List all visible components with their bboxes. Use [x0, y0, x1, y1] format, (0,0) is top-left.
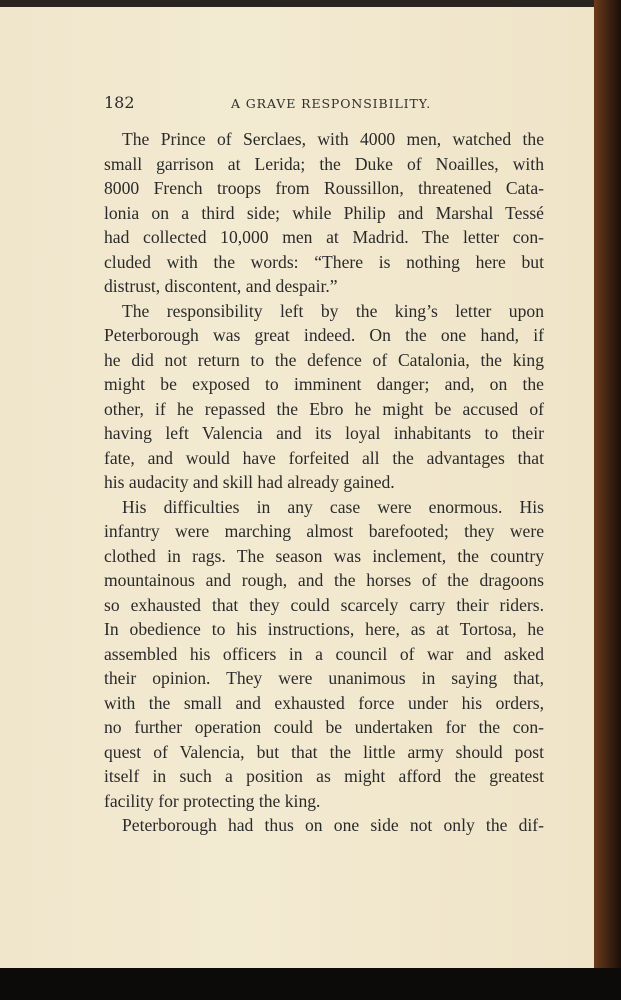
text-line: no further operation could be undertaken for the con- [104, 717, 544, 737]
text-line: their opinion. They were unanimous in saying that, [104, 668, 544, 688]
text-line: so exhausted that they could scarcely carry their riders. [104, 594, 544, 615]
text-line: The Prince of Serclaes, with 4000 men, watched the [122, 129, 544, 149]
text-line: His difficulties in any case were enormous. His [122, 496, 544, 517]
text-line: clothed in rags. The season was inclement, the country [104, 545, 544, 566]
text-line: other, if he repassed the Ebro he might be accused of [104, 398, 544, 419]
text-line: with the small and exhausted force under his orders, [104, 692, 544, 713]
text-line: his audacity and skill had already gained. [104, 472, 395, 492]
text-line: fate, and would have forfeited all the advantages that [104, 447, 544, 468]
top-edge-shadow [0, 0, 594, 7]
text-line: facility for protecting the king. [104, 790, 321, 811]
text-line: Peterborough had thus on one side not only the dif- [122, 815, 544, 835]
page-header [104, 93, 544, 117]
text-line: having left Valencia and its loyal inhabitants to their [104, 423, 544, 443]
text-line: assembled his officers in a council of war and asked [104, 643, 544, 664]
bottom-dark-band [0, 968, 621, 1000]
text-line: quest of Valencia, but that the little army should post [104, 741, 544, 762]
text-line: cluded with the words: “There is nothing here but [104, 251, 544, 272]
text-line: small garrison at Lerida; the Duke of Noailles, with [104, 153, 544, 174]
text-line: lonia on a third side; while Philip and Marshal Tessé [104, 202, 544, 223]
text-line: itself in such a position as might afford the greatest [104, 766, 544, 786]
text-line: Peterborough was great indeed. On the one hand, if [104, 325, 544, 345]
book-spine-edge [594, 0, 621, 1000]
text-line: had collected 10,000 men at Madrid. The letter con- [104, 227, 544, 247]
text-line: The responsibility left by the king’s letter upon [122, 300, 544, 321]
text-line: he did not return to the defence of Catalonia, the king [104, 349, 544, 370]
text-line: distrust, discontent, and despair.” [104, 276, 338, 296]
text-line: mountainous and rough, and the horses of the dragoons [104, 570, 544, 590]
running-head: A GRAVE RESPONSIBILITY. [231, 96, 432, 111]
body-text [104, 127, 544, 838]
text-line: In obedience to his instructions, here, as at Tortosa, he [104, 619, 544, 639]
page-number: 182 [104, 93, 135, 112]
text-line: infantry were marching almost barefooted; they were [104, 521, 544, 541]
text-line: might be exposed to imminent danger; and, on the [104, 374, 544, 394]
text-line: 8000 French troops from Roussillon, threatened Cata- [104, 178, 544, 198]
